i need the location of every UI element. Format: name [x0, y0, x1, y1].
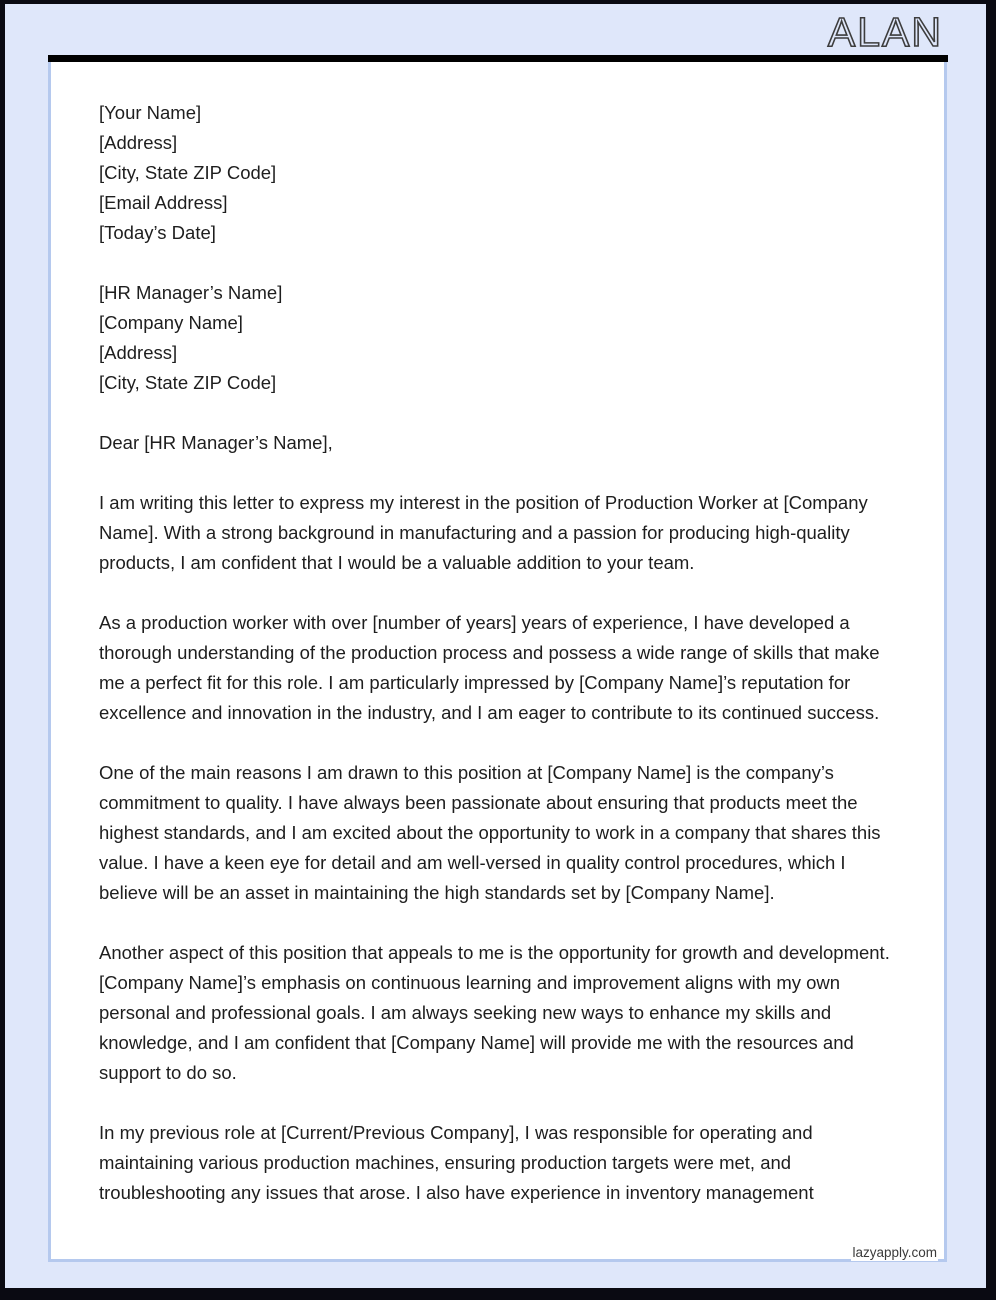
paragraph-growth: Another aspect of this position that appeals to me is the opportunity for growth and development. [Company Name]’s emphasis on continuous learning and improvement aligns with my own personal and professional goals. I am always seeking new ways to enhance my skills and knowledge, and I am confident that [Company Name] will provide me with the resources and support to do so.	[99, 942, 890, 1083]
paragraph-quality: One of the main reasons I am drawn to this position at [Company Name] is the company’s commitment to quality. I have always been passionate about ensuring that products meet the highest standards, and I am excited about the opportunity to work in a company that shares this value. I have a keen eye for detail and am well-versed in quality control procedures, which I believe will be an asset in maintaining the high standards set by [Company Name].	[99, 762, 881, 903]
letter-content	[51, 62, 944, 1208]
sender-city-line: [City, State ZIP Code]	[99, 162, 277, 183]
recipient-city-line: [City, State ZIP Code]	[99, 372, 277, 393]
paragraph-experience: As a production worker with over [number of years] years of experience, I have developed a thorough understanding of the production process and possess a wide range of skills that make me a perfect fit for this role. I am particularly impressed by [Company Name]’s reputation for excellence and innovation in the industry, and I am eager to contribute to its continued success.	[99, 612, 880, 723]
lazyapply-watermark: lazyapply.com	[852, 1245, 937, 1260]
paragraph-intro: I am writing this letter to express my interest in the position of Production Worker at [Company Name]. With a strong background in manufacturing and a passion for producing high-quality products, I am confident that I would be a valuable addition to your team.	[99, 492, 868, 573]
page-top-bar	[48, 55, 948, 62]
alan-logo: ALAN	[827, 9, 943, 55]
recipient-address-block	[99, 278, 899, 398]
recipient-name-line: [HR Manager’s Name]	[99, 282, 283, 303]
sender-address-block	[99, 98, 899, 248]
sender-address-line: [Address]	[99, 132, 178, 153]
sender-name-line: [Your Name]	[99, 102, 202, 123]
letter-page	[48, 62, 947, 1262]
paragraph-previous-role: In my previous role at [Current/Previous Company], I was responsible for operating and maintaining various production machines, ensuring production targets were met, and troubleshooting any issues that arose. I also have experience in inventory management	[99, 1122, 814, 1203]
salutation: Dear [HR Manager’s Name],	[99, 432, 333, 453]
recipient-address-line: [Address]	[99, 342, 178, 363]
sender-email-line: [Email Address]	[99, 192, 228, 213]
sender-date-line: [Today’s Date]	[99, 222, 216, 243]
recipient-company-line: [Company Name]	[99, 312, 243, 333]
